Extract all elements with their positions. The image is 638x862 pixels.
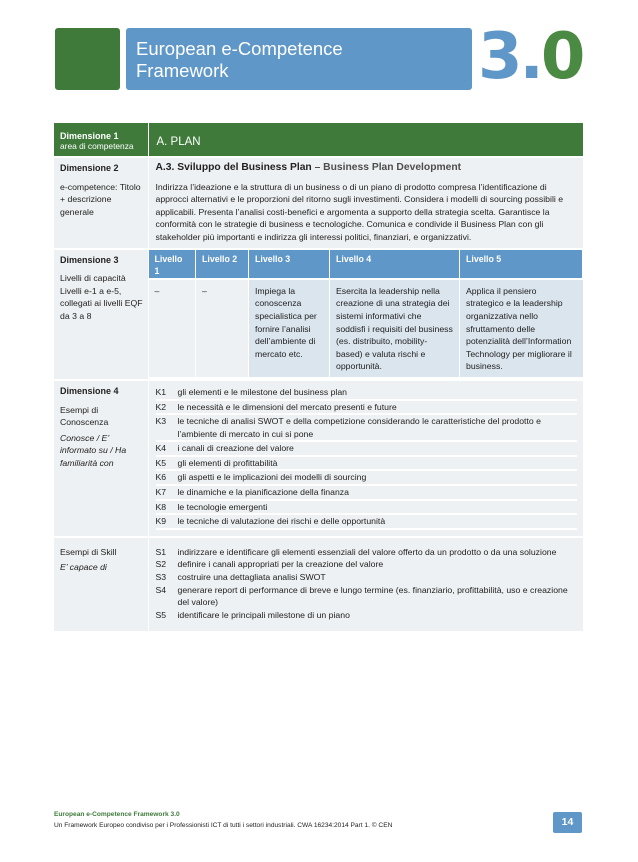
knowledge-list bbox=[156, 386, 578, 530]
dimension3-label-cell bbox=[54, 249, 148, 380]
dimension4-row bbox=[54, 380, 583, 537]
knowledge-code: K3 bbox=[156, 414, 178, 441]
levels-table bbox=[149, 250, 584, 379]
skill-code: S3 bbox=[155, 572, 167, 583]
competence-table bbox=[54, 123, 583, 631]
skills-list bbox=[156, 546, 578, 622]
dimension3-label: Dimensione 3 bbox=[60, 254, 119, 265]
list-item bbox=[156, 485, 578, 500]
knowledge-text: gli elementi e le milestone del business plan bbox=[178, 386, 578, 400]
dimension3-sublabel: Livelli di capacità Livelli e-1 a e-5, collegati ai livelli EQF da 3 a 8 bbox=[60, 273, 143, 321]
dimension4-sublabel: Esempi di Conoscenza bbox=[60, 404, 109, 428]
level-1-text: – bbox=[149, 279, 196, 378]
dimension2-row bbox=[54, 157, 583, 249]
list-item bbox=[156, 400, 578, 415]
list-item bbox=[156, 456, 578, 471]
knowledge-text: gli elementi di profittabilità bbox=[178, 456, 578, 471]
dimension4-label: Dimensione 4 bbox=[60, 385, 119, 396]
skills-label: Esempi di Skill bbox=[60, 546, 117, 557]
skill-code: S4 bbox=[155, 584, 167, 595]
list-item bbox=[156, 414, 578, 441]
dimension1-sublabel: area di competenza bbox=[60, 141, 134, 151]
competence-title bbox=[156, 162, 578, 175]
header-title-line2: Framework bbox=[136, 60, 229, 81]
level-4-header: Livello 4 bbox=[330, 250, 460, 279]
knowledge-text: le tecniche di valutazione dei rischi e delle opportunità bbox=[178, 514, 578, 529]
skills-row bbox=[54, 537, 583, 632]
header-title-line1: European e-Competence bbox=[136, 38, 343, 59]
dimension1-row bbox=[54, 123, 583, 157]
knowledge-text: i canali di creazione del valore bbox=[178, 441, 578, 456]
level-5-text: Applica il pensiero strategico e la leadership organizzativa nello sfruttamento delle potenzialità dell’Information Technology per migliorare il business. bbox=[460, 279, 583, 378]
dimension1-label-cell bbox=[54, 123, 148, 157]
knowledge-code: K8 bbox=[156, 500, 178, 515]
dimension1-value: A. PLAN bbox=[148, 123, 583, 157]
skill-code: S2 bbox=[155, 559, 167, 570]
page-number: 14 bbox=[553, 812, 582, 833]
knowledge-code: K6 bbox=[156, 470, 178, 485]
skill-text: definire i canali appropriati per la creazione del valore bbox=[177, 559, 384, 570]
skill-code: S5 bbox=[155, 609, 167, 620]
list-item bbox=[156, 558, 578, 571]
skill-text: generare report di performance di breve e lungo termine (es. finanziario, profittabilità, uso e creazione del valore) bbox=[177, 584, 568, 608]
skill-text: identificare le principali milestone di un piano bbox=[177, 609, 350, 620]
dimension4-label-cell bbox=[54, 380, 148, 537]
dimension3-row bbox=[54, 249, 583, 380]
knowledge-code: K2 bbox=[156, 400, 178, 415]
skill-text: indirizzare e identificare gli elementi essenziali del valore offerto da un prodotto o da una soluzione bbox=[177, 546, 557, 557]
dimension1-label: Dimensione 1 bbox=[60, 131, 119, 141]
header-green-block bbox=[55, 28, 120, 90]
dimension3-content bbox=[148, 249, 583, 380]
list-item bbox=[156, 500, 578, 515]
skill-code: S1 bbox=[155, 546, 167, 557]
list-item bbox=[156, 571, 578, 584]
list-item bbox=[156, 609, 578, 622]
skill-text: costruire una dettagliata analisi SWOT bbox=[177, 572, 326, 583]
list-item bbox=[156, 386, 578, 400]
knowledge-text: le necessità e le dimensioni del mercato presenti e future bbox=[178, 400, 578, 415]
header-title bbox=[136, 38, 343, 82]
knowledge-code: K4 bbox=[156, 441, 178, 456]
knowledge-code: K1 bbox=[156, 386, 178, 400]
list-item bbox=[156, 470, 578, 485]
level-3-header: Livello 3 bbox=[249, 250, 330, 279]
dimension2-label: Dimensione 2 bbox=[60, 163, 119, 173]
header-version-number bbox=[478, 20, 590, 94]
level-5-header: Livello 5 bbox=[460, 250, 583, 279]
level-2-header: Livello 2 bbox=[196, 250, 249, 279]
list-item bbox=[156, 584, 578, 609]
footer-title: European e-Competence Framework 3.0 bbox=[54, 811, 180, 818]
list-item bbox=[156, 514, 578, 529]
knowledge-text: le tecnologie emergenti bbox=[178, 500, 578, 515]
dimension4-sublabel-italic: Conosce / E’ informato su / Ha familiarità con bbox=[60, 432, 127, 468]
level-2-text: – bbox=[196, 279, 249, 378]
skills-sublabel-italic: E’ capace di bbox=[60, 562, 107, 573]
knowledge-code: K5 bbox=[156, 456, 178, 471]
level-3-text: Impiega la conoscenza specialistica per fornire l’analisi dell’ambiente di mercato etc. bbox=[249, 279, 330, 378]
knowledge-text: gli aspetti e le implicazioni dei modelli di sourcing bbox=[178, 470, 578, 485]
dimension4-content bbox=[148, 380, 583, 537]
knowledge-text: le tecniche di analisi SWOT e della competizione considerando le caratteristiche del prodotto e l’ambiente di mercato in cui si pone bbox=[178, 414, 578, 441]
knowledge-code: K9 bbox=[156, 514, 178, 529]
version-major: 3. bbox=[478, 20, 541, 94]
dimension2-sublabel: e-competence: Titolo + descrizione generale bbox=[60, 181, 141, 217]
version-minor: 0 bbox=[540, 20, 583, 94]
footer-citation: Un Framework Europeo condiviso per i Professionisti ICT di tutti i settori industriali. CWA 16234:2014 Part 1. © CEN bbox=[54, 822, 393, 829]
list-item bbox=[156, 441, 578, 456]
dimension2-content bbox=[148, 157, 583, 249]
skills-content bbox=[148, 537, 583, 632]
skills-label-cell bbox=[54, 537, 148, 632]
knowledge-code: K7 bbox=[156, 485, 178, 500]
dimension2-label-cell bbox=[54, 157, 148, 249]
competence-description: Indirizza l’ideazione e la struttura di un business o di un piano di prodotto compresa l’identificazione di approcci alternativi e le proporzioni del ritorno sugli investimenti. Considera i modelli di sourcing possibili e applicabili. Presenta l’analisi costi-benefici e argomenta a supporto della strategia scelta. Garantisce la conformità con le strategie di business e tecnologiche. Comunica e condivide il Business Plan con gli stakeholder più importanti e indirizza gli interessi politici, finanziari, e organizzativi. bbox=[155, 181, 564, 242]
level-4-text: Esercita la leadership nella creazione di una strategia dei sistemi informativi che soddisfi i requisiti del business (es. distribuito, mobility-based) e valuta rischi e opportunità. bbox=[330, 279, 460, 378]
competence-title-en: – Business Plan Development bbox=[314, 162, 462, 173]
level-1-header: Livello 1 bbox=[149, 250, 196, 279]
competence-title-it: A.3. Sviluppo del Business Plan bbox=[155, 162, 312, 173]
knowledge-text: le dinamiche e la pianificazione della finanza bbox=[178, 485, 578, 500]
list-item bbox=[156, 546, 578, 559]
